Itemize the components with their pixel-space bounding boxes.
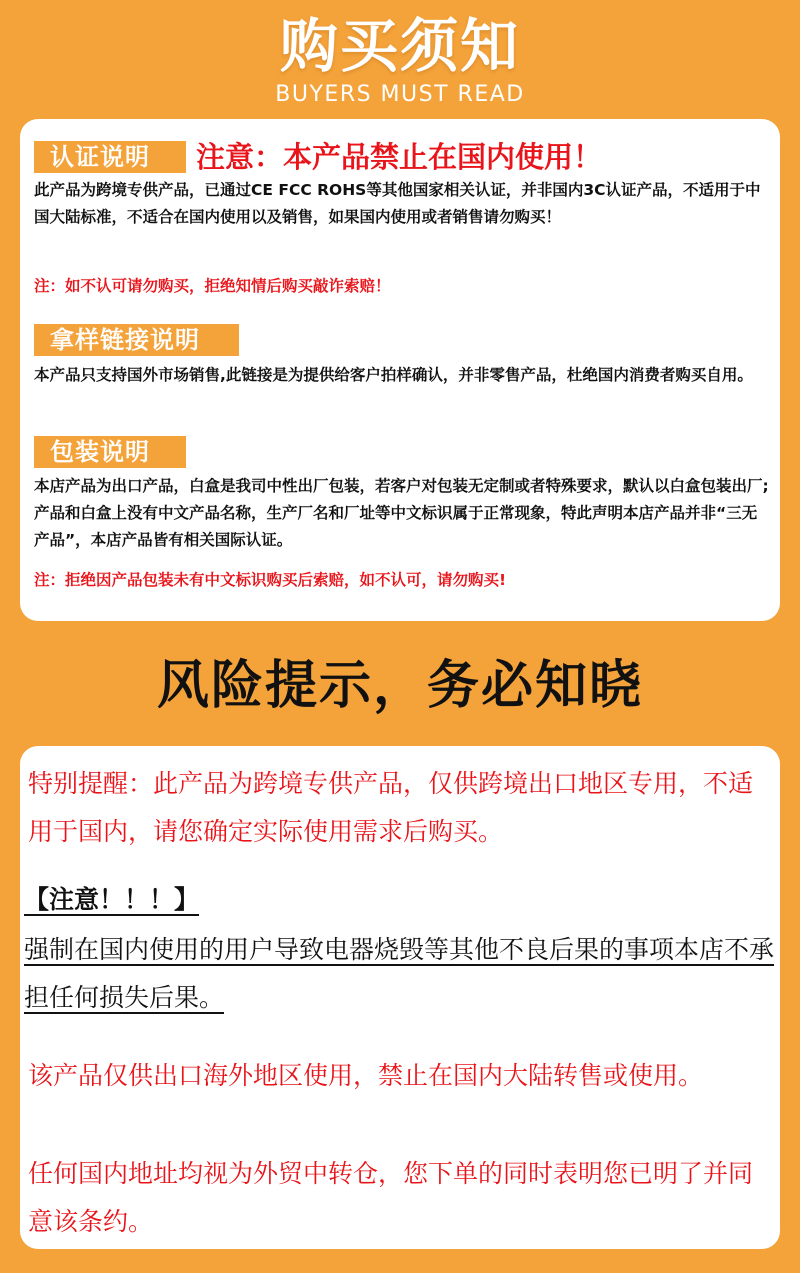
cert-headline: 注意：本产品禁止在国内使用！	[196, 140, 603, 174]
liability-warning-text: 强制在国内使用的用户导致电器烧毁等其他不良后果的事项本店不承担任何损失后果。	[24, 935, 775, 1012]
special-reminder: 特别提醒：此产品为跨境专供产品，仅供跨境出口地区专用，不适用于国内，请您确定实际使用需求后购买。	[28, 769, 754, 846]
package-section-tag: 包装说明	[34, 436, 186, 468]
cert-body: 此产品为跨境专供产品，已通过CE FCC ROHS等其他国家相关认证，并非国内3C认证产品，不适用于中国大陆标准，不适合在国内使用以及销售，如果国内使用或者销售请勿购买！	[34, 181, 761, 226]
package-body: 本店产品为出口产品，白盒是我司中性出厂包装，若客户对包装无定制或者特殊要求，默认以白盒包装出厂;产品和白盒上没有中文产品名称，生产厂名和厂址等中文标识属于正常现象，特此声明本店产品并非“三无产品”，本店产品皆有相关国际认证。	[34, 477, 769, 549]
export-only-notice: 该产品仅供出口海外地区使用，禁止在国内大陆转售或使用。	[28, 1061, 704, 1090]
sample-section-tag: 拿样链接说明	[34, 324, 239, 356]
liability-warning	[24, 926, 774, 1022]
address-notice: 任何国内地址均视为外贸中转仓，您下单的同时表明您已明了并同意该条约。	[28, 1159, 754, 1236]
cert-note: 注：如不认可请勿购买，拒绝知情后购买敲诈索赔！	[34, 277, 391, 295]
attention-label	[24, 876, 774, 924]
sample-body: 本产品只支持国外市场销售,此链接是为提供给客户拍样确认，并非零售产品，杜绝国内消费者购买自用。	[34, 366, 753, 384]
risk-title: 风险提示，务必知晓	[156, 656, 643, 716]
page-subtitle: BUYERS MUST READ	[275, 82, 525, 107]
risk-card	[20, 746, 780, 1249]
package-note: 注：拒绝因产品包装未有中文标识购买后索赔，如不认可，请勿购买!	[34, 571, 507, 589]
page-title: 购买须知	[279, 12, 520, 80]
purchase-notice-card	[20, 119, 780, 621]
cert-section-tag: 认证说明	[34, 141, 186, 173]
attention-text: 【注意！！！】	[24, 885, 200, 914]
